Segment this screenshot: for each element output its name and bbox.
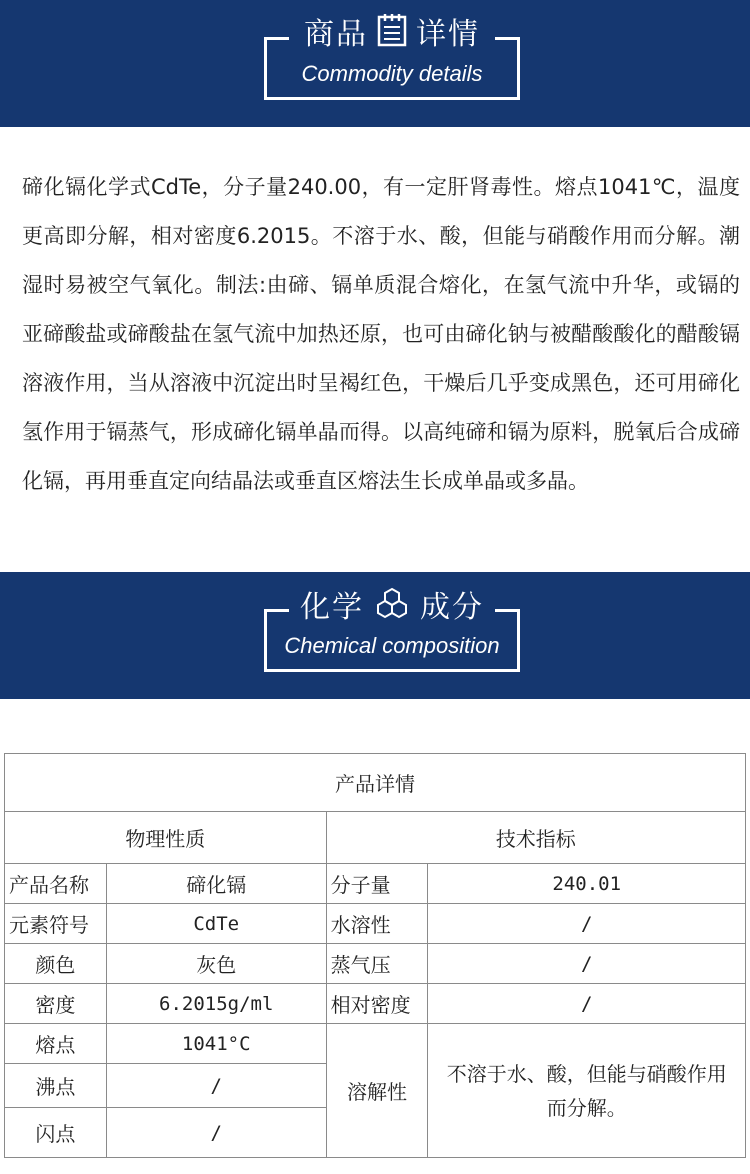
table-row — [5, 864, 746, 904]
cell-value: / — [106, 1108, 326, 1158]
product-spec-table — [4, 753, 746, 1158]
banner-title-left: 商品 — [304, 17, 368, 52]
cell-label: 水溶性 — [326, 904, 428, 944]
cell-value: CdTe — [106, 904, 326, 944]
solubility-value: 不溶于水、酸，但能与硝酸作用而分解。 — [428, 1024, 746, 1158]
banner-frame — [264, 17, 520, 100]
table-row — [5, 754, 746, 812]
cell-label: 颜色 — [5, 944, 107, 984]
cell-label: 元素符号 — [5, 904, 107, 944]
table-caption: 产品详情 — [5, 754, 746, 812]
banner-title-right: 详情 — [416, 17, 480, 52]
technical-index-header: 技术指标 — [326, 812, 745, 864]
banner-title — [267, 13, 517, 58]
cell-label: 相对密度 — [326, 984, 428, 1024]
commodity-details-banner — [0, 0, 750, 127]
cell-value: / — [428, 904, 746, 944]
notepad-icon — [376, 13, 408, 58]
solubility-label: 溶解性 — [326, 1024, 428, 1158]
table-row — [5, 944, 746, 984]
molecule-icon — [372, 585, 412, 632]
cell-value: / — [428, 984, 746, 1024]
cell-value: 240.01 — [428, 864, 746, 904]
cell-value: 灰色 — [106, 944, 326, 984]
table-row — [5, 1024, 746, 1064]
cell-label: 产品名称 — [5, 864, 107, 904]
physical-properties-header: 物理性质 — [5, 812, 327, 864]
cell-value: 1041°C — [106, 1024, 326, 1064]
banner-frame — [264, 590, 520, 672]
table-row — [5, 812, 746, 864]
banner-subtitle: Chemical composition — [284, 633, 500, 658]
cell-label: 熔点 — [5, 1024, 107, 1064]
cell-label: 蒸气压 — [326, 944, 428, 984]
cell-value: / — [106, 1064, 326, 1108]
cell-value: 6.2015g/ml — [106, 984, 326, 1024]
cell-label: 分子量 — [326, 864, 428, 904]
banner-title-left: 化学 — [300, 590, 364, 625]
product-description: 碲化镉化学式CdTe，分子量240.00，有一定肝肾毒性。熔点1041℃，温度更高即分解，相对密度6.2015。不溶于水、酸，但能与硝酸作用而分解。潮湿时易被空气氧化。制法:由碲、镉单质混合熔化，在氢气流中升华，或镉的亚碲酸盐或碲酸盐在氢气流中加热还原，也可由碲化钠与被醋酸酸化的醋酸镉溶液作用，当从溶液中沉淀出时呈褐红色，干燥后几乎变成黑色，还可用碲化氢作用于镉蒸气，形成碲化镉单晶而得。以高纯碲和镉为原料，脱氧后合成碲化镉，再用垂直定向结晶法或垂直区熔法生长成单晶或多晶。 — [22, 175, 740, 493]
table-row — [5, 984, 746, 1024]
chemical-composition-banner — [0, 572, 750, 699]
banner-subtitle: Commodity details — [301, 61, 483, 86]
banner-title-right: 成分 — [420, 590, 484, 625]
cell-label: 沸点 — [5, 1064, 107, 1108]
cell-value: / — [428, 944, 746, 984]
cell-label: 密度 — [5, 984, 107, 1024]
table-row — [5, 904, 746, 944]
banner-title — [267, 585, 517, 632]
cell-label: 闪点 — [5, 1108, 107, 1158]
cell-value: 碲化镉 — [106, 864, 326, 904]
